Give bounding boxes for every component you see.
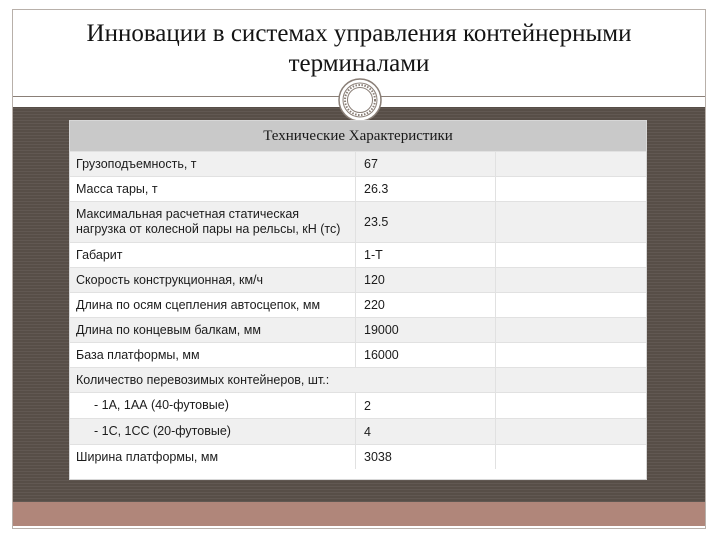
row-empty-cell (496, 445, 646, 469)
table-row (70, 367, 646, 392)
table-header: Технические Характеристики (70, 121, 646, 151)
row-empty-cell (496, 202, 646, 242)
row-label: Грузоподъемность, т (70, 152, 356, 176)
slide-title-line-2: терминалами (288, 50, 430, 77)
row-label: Скорость конструкционная, км/ч (70, 268, 356, 292)
row-empty-cell (496, 293, 646, 317)
table-row (70, 242, 646, 267)
row-value: 67 (356, 152, 496, 176)
row-empty-cell (496, 152, 646, 176)
row-empty-cell (496, 343, 646, 367)
circle-ring-ornament-icon (338, 78, 382, 122)
footer-band (13, 502, 705, 526)
row-label: - 1А, 1АА (40-футовые) (70, 393, 356, 418)
row-value: 26.3 (356, 177, 496, 201)
table-row (70, 201, 646, 242)
row-label: Габарит (70, 243, 356, 267)
table-row (70, 292, 646, 317)
row-value: 4 (356, 419, 496, 444)
spec-table (69, 120, 647, 480)
row-empty-cell (496, 318, 646, 342)
table-row (70, 151, 646, 176)
row-empty-cell (496, 368, 646, 392)
row-label: Длина по концевым балкам, мм (70, 318, 356, 342)
table-row (70, 267, 646, 292)
row-value: 16000 (356, 343, 496, 367)
table-body (70, 151, 646, 469)
table-row (70, 176, 646, 201)
table-row (70, 392, 646, 418)
row-value: 220 (356, 293, 496, 317)
table-row (70, 444, 646, 469)
row-value: 19000 (356, 318, 496, 342)
row-label: Количество перевозимых контейнеров, шт.: (70, 368, 496, 392)
table-row (70, 418, 646, 444)
row-label: Ширина платформы, мм (70, 445, 356, 469)
table-row (70, 342, 646, 367)
row-empty-cell (496, 268, 646, 292)
row-label: - 1С, 1СС (20-футовые) (70, 419, 356, 444)
row-label: База платформы, мм (70, 343, 356, 367)
row-empty-cell (496, 177, 646, 201)
row-label: Максимальная расчетная статическая нагрузка от колесной пары на рельсы, кН (тс) (70, 202, 356, 242)
row-value: 1-Т (356, 243, 496, 267)
row-empty-cell (496, 243, 646, 267)
row-label: Длина по осям сцепления автосцепок, мм (70, 293, 356, 317)
row-value: 120 (356, 268, 496, 292)
row-value: 2 (356, 393, 496, 418)
row-value: 3038 (356, 445, 496, 469)
slide-title-line-1: Инновации в системах управления контейнерными (86, 20, 632, 47)
table-row (70, 317, 646, 342)
row-empty-cell (496, 419, 646, 444)
row-label: Масса тары, т (70, 177, 356, 201)
row-empty-cell (496, 393, 646, 418)
row-value: 23.5 (356, 202, 496, 242)
